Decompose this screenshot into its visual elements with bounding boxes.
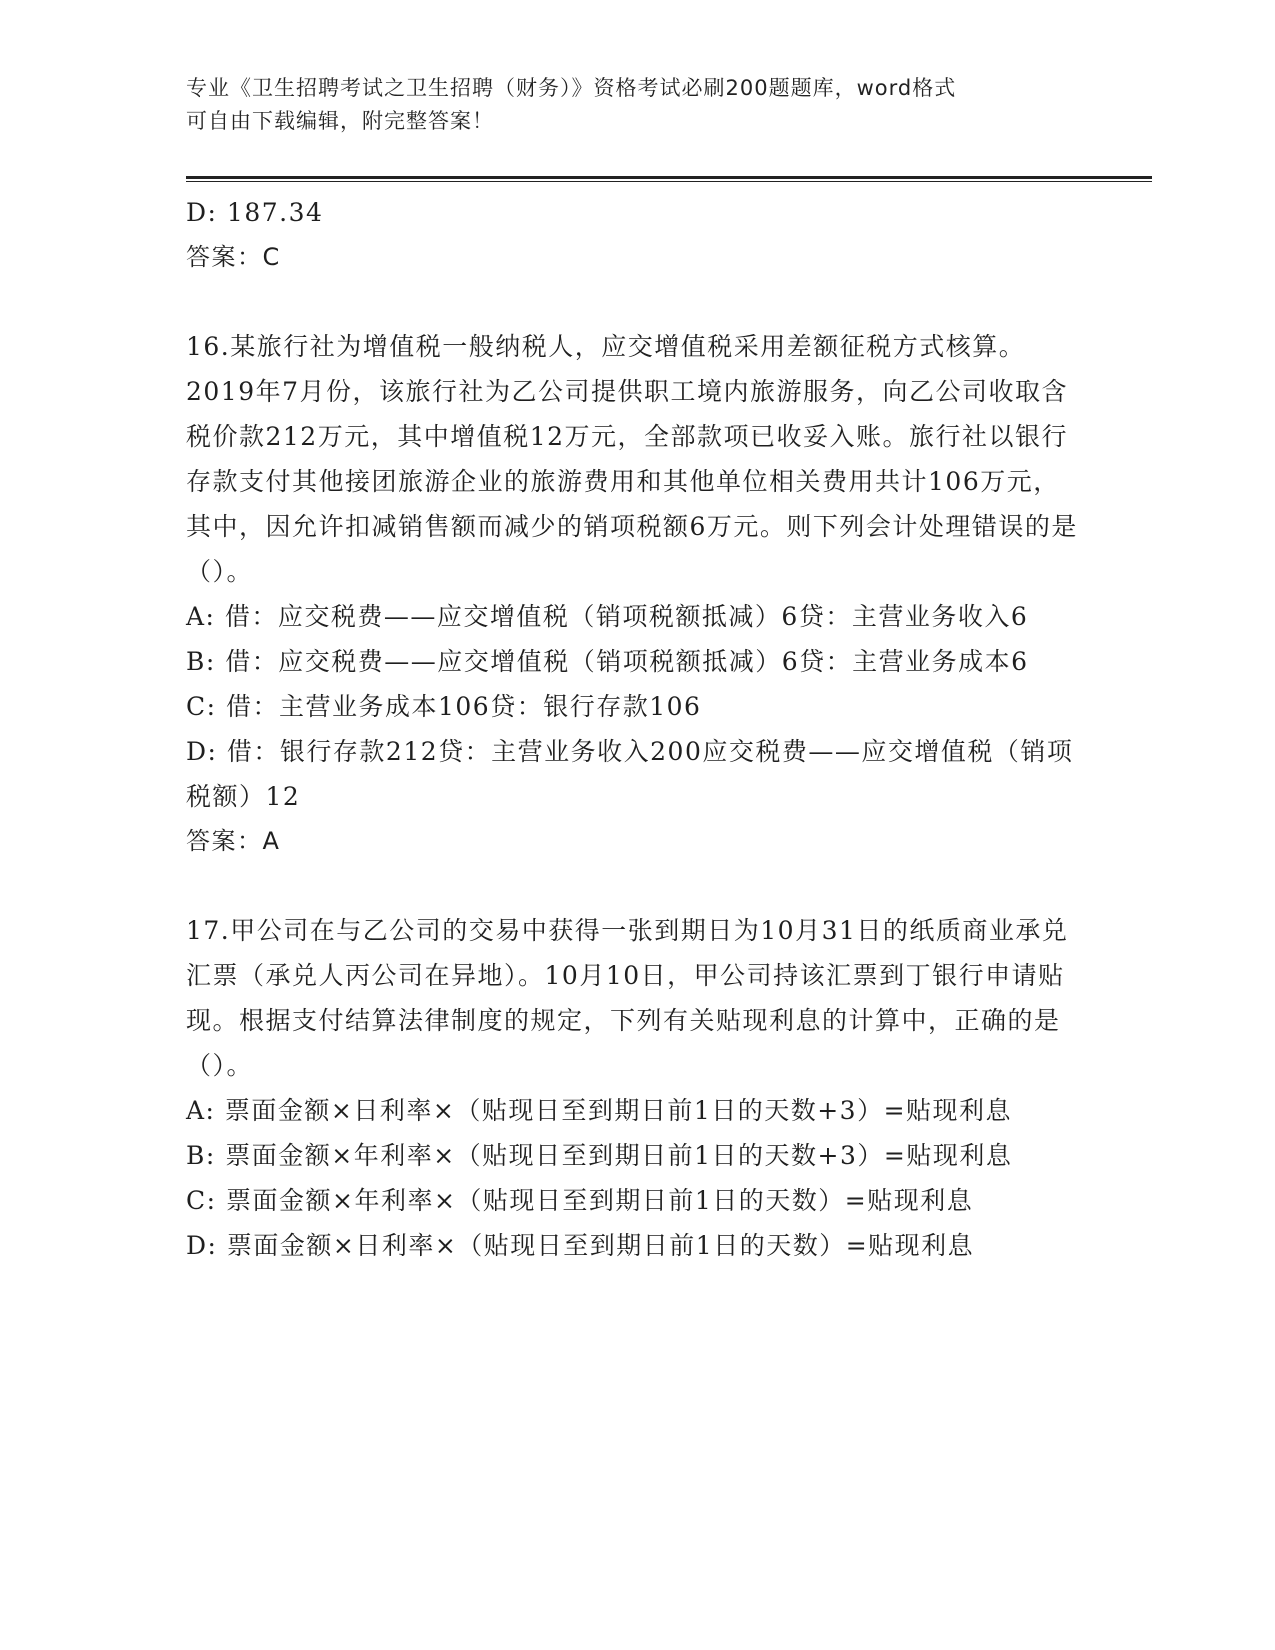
prev-option-d: D: 187.34 xyxy=(186,198,324,227)
question-16-option-d: D: 借：银行存款212贷：主营业务收入200应交税费——应交增值税（销项税额）12 xyxy=(186,737,1074,811)
spacer xyxy=(186,280,1086,324)
question-16-option-c: C: 借：主营业务成本106贷：银行存款106 xyxy=(186,692,702,721)
question-16-stem: 16.某旅行社为增值税一般纳税人，应交增值税采用差额征税方式核算。2019年7月份，该旅行社为乙公司提供职工境内旅游服务，向乙公司收取含税价款212万元，其中增值税12万元，全部款项已收妥入账。旅行社以银行存款支付其他接团旅游企业的旅游费用和其他单位相关费用共计106万元，其中，因允许扣减销售额而减少的销项税额6万元。则下列会计处理错误的是（）。 xyxy=(186,332,1078,586)
question-17-option-a: A: 票面金额×日利率×（贴现日至到期日前1日的天数+3）=贴现利息 xyxy=(186,1096,1013,1125)
question-16 xyxy=(186,324,1086,864)
question-17-option-d: D: 票面金额×日利率×（贴现日至到期日前1日的天数）=贴现利息 xyxy=(186,1231,975,1260)
header-divider-thick xyxy=(186,176,1152,179)
spacer xyxy=(186,864,1086,908)
header-line-1: 专业《卫生招聘考试之卫生招聘（财务）》资格考试必刷200题题库，word格式 xyxy=(186,76,957,100)
question-17-stem: 17.甲公司在与乙公司的交易中获得一张到期日为10月31日的纸质商业承兑汇票（承兑人丙公司在异地）。10月10日，甲公司持该汇票到丁银行申请贴现。根据支付结算法律制度的规定，下列有关贴现利息的计算中，正确的是（）。 xyxy=(186,916,1069,1080)
question-16-option-a: A: 借：应交税费——应交增值税（销项税额抵减）6贷：主营业务收入6 xyxy=(186,602,1029,631)
document-header xyxy=(186,72,1066,138)
header-divider-thin xyxy=(186,181,1152,182)
question-17-option-b: B: 票面金额×年利率×（贴现日至到期日前1日的天数+3）=贴现利息 xyxy=(186,1141,1013,1170)
question-16-option-b: B: 借：应交税费——应交增值税（销项税额抵减）6贷：主营业务成本6 xyxy=(186,647,1029,676)
header-line-2: 可自由下载编辑，附完整答案！ xyxy=(186,109,494,133)
prev-answer: 答案：C xyxy=(186,243,281,271)
question-17 xyxy=(186,908,1086,1268)
question-17-option-c: C: 票面金额×年利率×（贴现日至到期日前1日的天数）=贴现利息 xyxy=(186,1186,974,1215)
question-16-answer: 答案：A xyxy=(186,827,281,855)
document-body xyxy=(186,190,1086,1268)
